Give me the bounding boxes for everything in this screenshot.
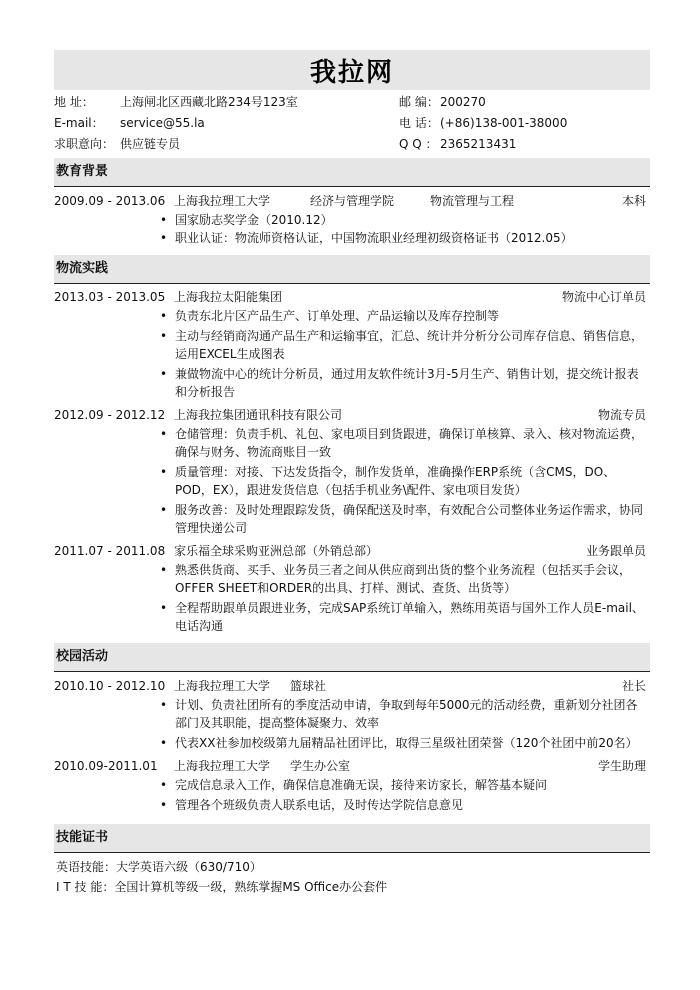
postcode-value: 200270: [440, 95, 486, 109]
skills-section-title: 技能证书: [54, 824, 650, 853]
bullet-icon: •: [160, 601, 168, 615]
resume-page: [54, 50, 650, 897]
college-name: 经济与管理学院: [310, 194, 395, 208]
role-title: 业务跟单员: [585, 544, 646, 558]
school-name: 上海我拉理工大学: [174, 194, 271, 208]
role-title: 物流中心订单员: [561, 290, 646, 304]
entry-date: 2010.10 - 2012.10: [54, 679, 166, 693]
entry-header: [54, 541, 650, 561]
bullet-icon: •: [160, 798, 168, 812]
degree: 本科: [621, 194, 646, 208]
entry-header: [54, 676, 650, 696]
list-item: • 全程帮助跟单员跟进业务，完成SAP系统订单输入，熟练用英语与国外工作人员E-mail、电话沟通: [160, 601, 644, 633]
skills-section: [54, 853, 650, 897]
bullet-list: [54, 696, 650, 752]
bullet-icon: •: [160, 231, 168, 245]
entry-date: 2012.09 - 2012.12: [54, 408, 166, 422]
list-item: • 代表XX社参加校级第九届精品社团评比，取得三星级社团荣誉（120个社团中前20名）: [160, 736, 638, 750]
entry-date: 2013.03 - 2013.05: [54, 290, 166, 304]
campus-entry: [54, 756, 650, 814]
bullet-icon: •: [160, 213, 168, 227]
org-name: 上海我拉集团通讯科技有限公司: [174, 408, 343, 422]
bullet-icon: •: [160, 698, 168, 712]
role-title: 物流专员: [597, 408, 646, 422]
list-item: • 质量管理：对接、下达发货指令，制作发货单，准确操作ERP系统（含CMS，DO、POD，EX），跟进发货信息（包括手机业务\配件、家电项目发货）: [160, 465, 616, 497]
list-item: • 仓储管理：负责手机、礼包、家电项目到货跟进，确保订单核算、录入、核对物流运费，确保与财务、物流商账目一致: [160, 427, 644, 459]
dept-name: 篮球社: [290, 679, 327, 693]
intent-label: 求职意向：: [54, 137, 115, 151]
entry-header: [54, 405, 650, 425]
role-title: 学生助理: [597, 759, 646, 773]
practice-section: [54, 284, 650, 635]
skill-english: 英语技能：大学英语六级（630/710）: [56, 860, 262, 874]
list-item: • 服务改善：及时处理跟踪发货，确保配送及时率，有效配合公司整体业务运作需求，协同管理快递公司: [160, 503, 644, 535]
bullet-icon: •: [160, 736, 168, 750]
bullet-icon: •: [160, 427, 168, 441]
list-item: • 职业认证：物流师资格认证，中国物流职业经理初级资格证书（2012.05）: [160, 231, 573, 245]
dept-name: 学生办公室: [290, 759, 351, 773]
bullet-icon: •: [160, 563, 168, 577]
bullet-icon: •: [160, 309, 168, 323]
education-entry: [54, 191, 650, 247]
role-title: 社长: [621, 679, 646, 693]
org-name: 上海我拉理工大学: [174, 759, 271, 773]
intent-value: 供应链专员: [120, 137, 181, 151]
list-item: • 兼做物流中心的统计分析员，通过用友软件统计3月-5月生产、销售计划，提交统计报表和分析报告: [160, 367, 639, 399]
skill-it: I T 技 能：全国计算机等级一级，熟练掌握MS Office办公套件: [56, 880, 388, 894]
candidate-name: 我拉网: [309, 57, 394, 88]
list-item: • 完成信息录入工作，确保信息准确无误，接待来访家长，解答基本疑问: [160, 778, 548, 792]
entry-date: 2011.07 - 2011.08: [54, 544, 166, 558]
campus-section: [54, 672, 650, 814]
email-label: E-mail：: [54, 116, 104, 130]
list-item: • 负责东北片区产品生产、订单处理、产品运输以及库存控制等: [160, 309, 500, 323]
practice-entry: [54, 541, 650, 635]
list-item: • 熟悉供货商、买手、业务员三者之间从供应商到出货的整个业务流程（包括买手会议，OFFER SHEET和ORDER的出具、打样、测试、查货、出货等）: [160, 563, 632, 595]
bullet-icon: •: [160, 367, 168, 381]
major-name: 物流管理与工程: [430, 194, 515, 208]
qq-label: Q Q ：: [399, 137, 438, 151]
list-item: • 计划、负责社团所有的季度活动申请，争取到每年5000元的活动经费，重新划分社团各部门及其职能，提高整体凝聚力、效率: [160, 698, 638, 730]
bullet-list: [54, 307, 650, 401]
list-item: • 主动与经销商沟通产品生产和运输事宜，汇总、统计并分析分公司库存信息、销售信息，运用EXCEL生成图表: [160, 329, 644, 361]
contact-row-1: [54, 92, 650, 112]
address-value: 上海闸北区西藏北路234号123室: [120, 95, 298, 109]
address-label: 地 址：: [54, 95, 94, 109]
entry-date: 2009.09 - 2013.06: [54, 194, 166, 208]
campus-entry: [54, 676, 650, 752]
bullet-list: [54, 776, 650, 814]
practice-entry: [54, 405, 650, 537]
org-name: 家乐福全球采购亚洲总部（外销总部）: [174, 544, 379, 558]
campus-section-title: 校园活动: [54, 643, 650, 672]
list-item: • 国家励志奖学金（2010.12）: [160, 213, 333, 227]
email-value[interactable]: service@55.la: [120, 116, 205, 130]
qq-value: 2365213431: [440, 137, 517, 151]
practice-section-title: 物流实践: [54, 255, 650, 284]
bullet-icon: •: [160, 465, 168, 479]
bullet-list: [54, 425, 650, 537]
bullet-list: [54, 561, 650, 635]
entry-header: [54, 191, 650, 211]
bullet-list: [54, 211, 650, 247]
list-item: • 管理各个班级负责人联系电话，及时传达学院信息意见: [160, 798, 464, 812]
contact-row-2: [54, 113, 650, 133]
name-header: [54, 50, 650, 90]
entry-header: [54, 756, 650, 776]
org-name: 上海我拉太阳能集团: [174, 290, 283, 304]
contact-info: [54, 92, 650, 156]
bullet-icon: •: [160, 503, 168, 517]
entry-date: 2010.09-2011.01: [54, 759, 158, 773]
entry-header: [54, 287, 650, 307]
phone-label: 电 话：: [399, 116, 439, 130]
education-section-title: 教育背景: [54, 158, 650, 187]
contact-row-3: [54, 134, 650, 154]
bullet-icon: •: [160, 329, 168, 343]
postcode-label: 邮 编：: [399, 95, 439, 109]
practice-entry: [54, 287, 650, 401]
phone-value: (+86)138-001-38000: [440, 116, 568, 130]
org-name: 上海我拉理工大学: [174, 679, 271, 693]
bullet-icon: •: [160, 778, 168, 792]
education-section: [54, 187, 650, 247]
